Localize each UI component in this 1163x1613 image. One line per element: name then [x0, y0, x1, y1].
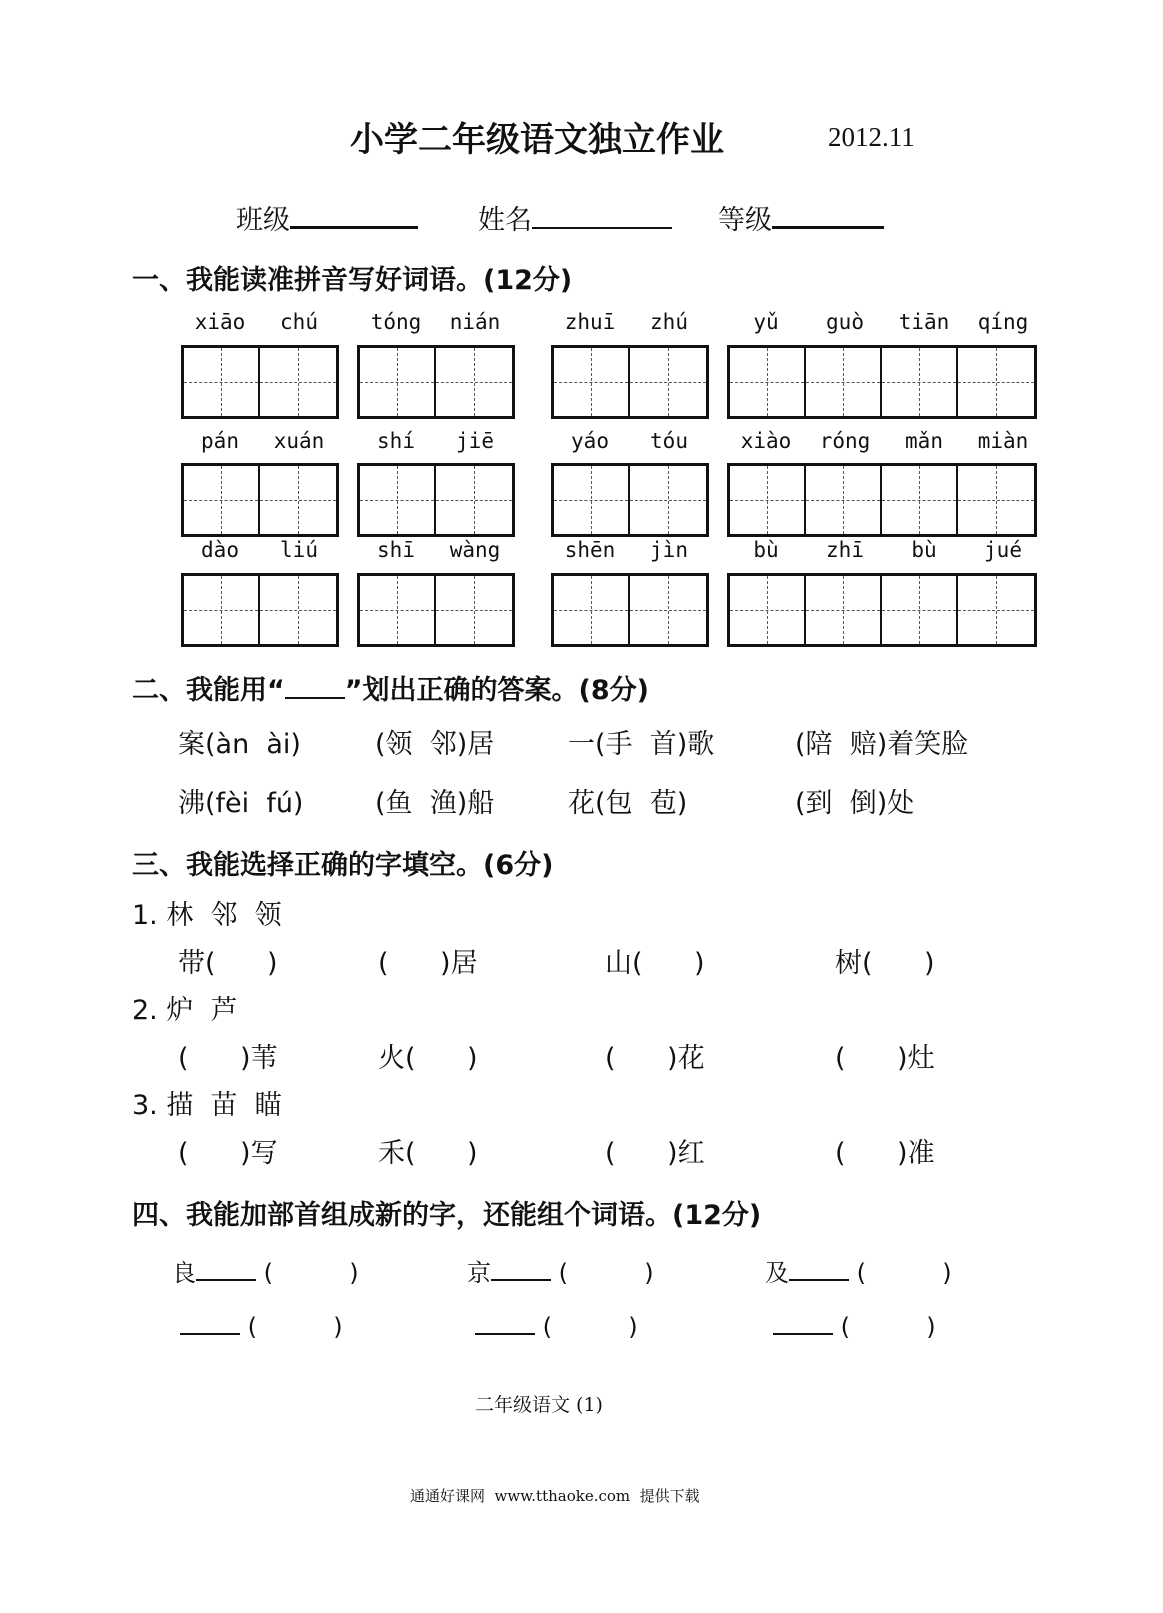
choice-item[interactable]: 一(手 首)歌 [568, 729, 715, 760]
choice-item[interactable]: 案(àn ài) [178, 729, 301, 760]
writing-grid [551, 345, 709, 419]
grade-field[interactable] [718, 198, 884, 237]
writing-grid [181, 573, 339, 647]
writing-grid [181, 345, 339, 419]
character-cell[interactable] [730, 348, 806, 416]
pinyin-label: tiān [898, 310, 950, 334]
fill-blank-item[interactable]: ( )写 [178, 1138, 278, 1169]
writing-grid [181, 463, 339, 537]
character-cell[interactable] [554, 348, 630, 416]
fill-blank-item[interactable]: 火( ) [378, 1043, 478, 1074]
pinyin-label: jìn [650, 538, 688, 562]
character-cell[interactable] [630, 576, 706, 644]
pinyin-label: xiào [740, 429, 792, 453]
section-2-heading: 二、我能用“ ”划出正确的答案。(8分) [132, 675, 649, 706]
option-chars: 1. 林 邻 领 [132, 900, 282, 931]
pinyin-label: dào [201, 538, 239, 562]
character-cell[interactable] [436, 348, 512, 416]
base-char: 良 [172, 1259, 196, 1287]
pinyin-label: mǎn [905, 429, 943, 453]
pinyin-label: bù [911, 538, 937, 562]
character-cell[interactable] [806, 466, 882, 534]
fill-blank-item[interactable]: 山( ) [605, 948, 705, 979]
pinyin-label: xuán [273, 429, 325, 453]
pinyin-label: zhú [650, 310, 688, 334]
fill-blank-item[interactable]: ( )居 [378, 948, 478, 979]
word-blank[interactable]: ( ) [856, 1259, 952, 1287]
section-1-heading: 一、我能读准拼音写好词语。(12分) [132, 265, 573, 296]
pinyin-label: tóu [650, 429, 688, 453]
writing-grid [357, 573, 515, 647]
option-chars: 3. 描 苗 瞄 [132, 1090, 282, 1121]
radical-item[interactable] [467, 1253, 654, 1288]
character-cell[interactable] [360, 466, 436, 534]
fill-blank-item[interactable]: 树( ) [835, 948, 935, 979]
fill-blank-item[interactable]: 带( ) [178, 948, 278, 979]
writing-grid [357, 463, 515, 537]
character-cell[interactable] [436, 576, 512, 644]
character-cell[interactable] [436, 466, 512, 534]
choice-item[interactable]: 花(包 苞) [568, 788, 688, 819]
pinyin-label: yáo [571, 429, 609, 453]
pinyin-label: shēn [564, 538, 616, 562]
fill-blank-item[interactable]: ( )红 [605, 1138, 705, 1169]
character-cell[interactable] [882, 348, 958, 416]
writing-grid [727, 463, 1037, 537]
fill-blank-item[interactable]: 禾( ) [378, 1138, 478, 1169]
pinyin-label: shí [377, 429, 415, 453]
character-cell[interactable] [730, 466, 806, 534]
section-4-heading: 四、我能加部首组成新的字，还能组个词语。(12分) [132, 1200, 762, 1231]
source-note: 通通好课网 www.tthaoke.com 提供下载 [410, 1487, 700, 1505]
pinyin-label: jué [984, 538, 1022, 562]
radical-item-2[interactable] [180, 1313, 343, 1341]
word-blank[interactable]: ( ) [263, 1259, 359, 1287]
character-cell[interactable] [882, 466, 958, 534]
character-cell[interactable] [806, 576, 882, 644]
character-cell[interactable] [630, 348, 706, 416]
choice-item[interactable]: (领 邻)居 [375, 729, 495, 760]
pinyin-label: xiāo [194, 310, 246, 334]
radical-item[interactable] [765, 1253, 952, 1288]
pinyin-label: róng [819, 429, 871, 453]
base-char: 京 [467, 1259, 491, 1287]
word-blank[interactable]: ( ) [840, 1313, 936, 1341]
writing-grid [727, 573, 1037, 647]
character-cell[interactable] [806, 348, 882, 416]
radical-item[interactable] [172, 1253, 359, 1288]
section-3-heading: 三、我能选择正确的字填空。(6分) [132, 850, 554, 881]
character-cell[interactable] [260, 576, 336, 644]
pinyin-label: yǔ [753, 310, 779, 334]
option-chars: 2. 炉 芦 [132, 995, 238, 1026]
character-cell[interactable] [554, 576, 630, 644]
pinyin-label: tóng [370, 310, 422, 334]
pinyin-label: zhuī [564, 310, 616, 334]
class-label: 班级 [236, 205, 290, 236]
character-cell[interactable] [184, 576, 260, 644]
writing-grid [551, 463, 709, 537]
grade-label: 等级 [718, 205, 772, 236]
character-cell[interactable] [958, 466, 1034, 534]
name-field[interactable] [478, 198, 672, 237]
character-cell[interactable] [958, 576, 1034, 644]
writing-grid [357, 345, 515, 419]
word-blank[interactable]: ( ) [558, 1259, 654, 1287]
writing-grid [727, 345, 1037, 419]
character-cell[interactable] [184, 348, 260, 416]
word-blank[interactable]: ( ) [247, 1313, 343, 1341]
radical-item-2[interactable] [773, 1313, 936, 1341]
pinyin-label: wàng [449, 538, 501, 562]
fill-blank-item[interactable]: ( )花 [605, 1043, 705, 1074]
character-cell[interactable] [730, 576, 806, 644]
fill-blank-item[interactable]: ( )准 [835, 1138, 935, 1169]
character-cell[interactable] [958, 348, 1034, 416]
page-title: 小学二年级语文独立作业 [350, 120, 724, 160]
character-cell[interactable] [554, 466, 630, 534]
pinyin-label: zhī [826, 538, 864, 562]
date: 2012.11 [828, 122, 915, 152]
pinyin-label: miàn [977, 429, 1029, 453]
choice-item[interactable]: (陪 赔)着笑脸 [795, 729, 969, 760]
character-cell[interactable] [260, 348, 336, 416]
pinyin-label: nián [449, 310, 501, 334]
character-cell[interactable] [260, 466, 336, 534]
character-cell[interactable] [184, 466, 260, 534]
radical-item-2[interactable] [475, 1313, 638, 1341]
fill-blank-item[interactable]: ( )苇 [178, 1043, 278, 1074]
word-blank[interactable]: ( ) [542, 1313, 638, 1341]
choice-item[interactable]: (到 倒)处 [795, 788, 915, 819]
pinyin-label: jiē [456, 429, 494, 453]
pinyin-label: qíng [977, 310, 1029, 334]
pinyin-label: bù [753, 538, 779, 562]
pinyin-label: chú [280, 310, 318, 334]
base-char: 及 [765, 1259, 789, 1287]
character-cell[interactable] [882, 576, 958, 644]
pinyin-label: pán [201, 429, 239, 453]
writing-grid [551, 573, 709, 647]
pinyin-label: liú [280, 538, 318, 562]
character-cell[interactable] [360, 348, 436, 416]
character-cell[interactable] [630, 466, 706, 534]
fill-blank-item[interactable]: ( )灶 [835, 1043, 935, 1074]
character-cell[interactable] [360, 576, 436, 644]
choice-item[interactable]: 沸(fèi fú) [178, 788, 304, 819]
pinyin-label: shī [377, 538, 415, 562]
choice-item[interactable]: (鱼 渔)船 [375, 788, 495, 819]
name-label: 姓名 [478, 205, 532, 236]
class-field[interactable] [236, 198, 418, 237]
pinyin-label: guò [826, 310, 864, 334]
page-footer: 二年级语文 (1) [475, 1394, 603, 1416]
